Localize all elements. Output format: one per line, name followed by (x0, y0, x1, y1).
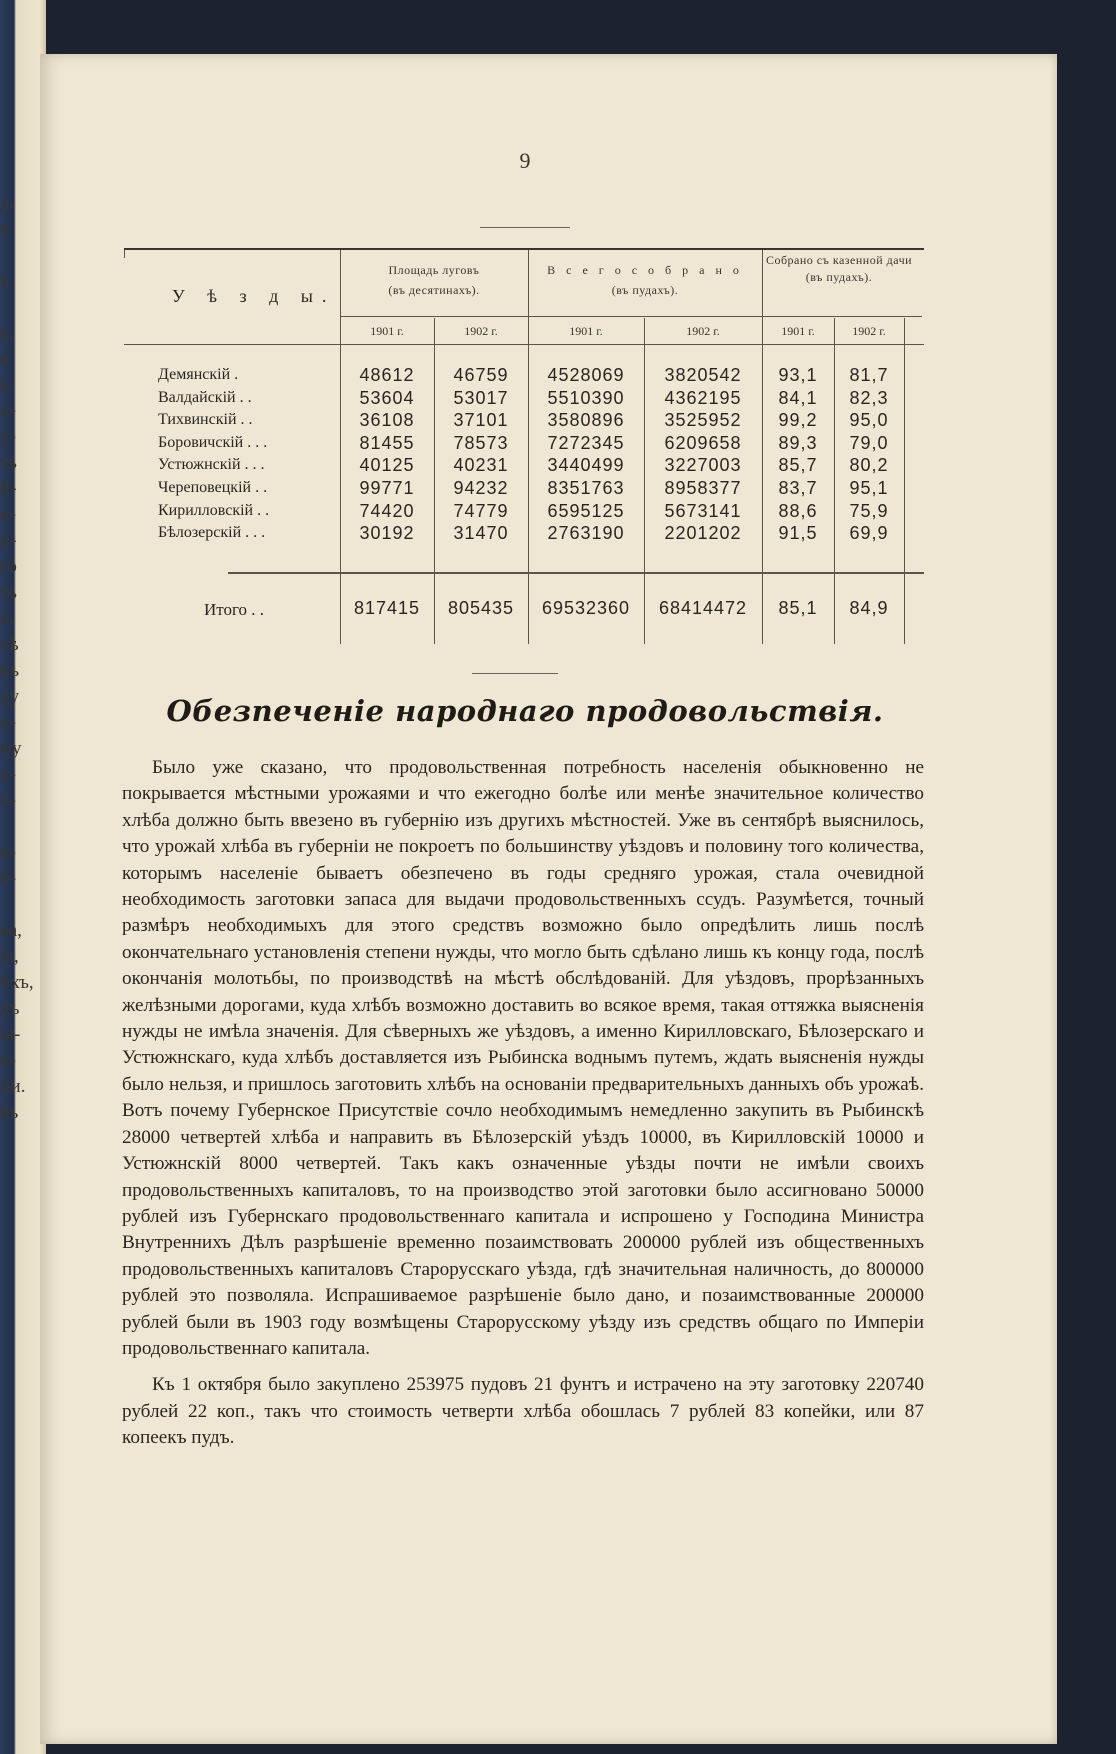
fragment-text: сѣ (0, 634, 19, 655)
fragment-text: ть (0, 582, 17, 603)
table-row-name: Валдайскій . . (158, 388, 252, 406)
table-cell: 48612 (359, 365, 415, 385)
fragment-text: ііи. (0, 1076, 26, 1097)
fragment-text: о- (0, 1050, 16, 1071)
group-subtitle: (въ десятинахъ). (388, 283, 480, 297)
table-row-name: Кирилловскій . . (158, 501, 270, 519)
table-cell: 4362195 (664, 387, 742, 408)
paragraph: Къ 1 октября было закуплено 253975 пудовъ 21 фунтъ и истрачено на эту заготовку 220740 рублей 22 коп., такъ что стоимость четверти хлѣба обошлась 7 рублей 83 копейки, или 87 копеекъ пудъ. (122, 1374, 924, 1449)
table-cell: 6209658 (664, 432, 742, 453)
table-row-name: Устюжнскій . . . (158, 456, 265, 474)
column-group-area (340, 260, 528, 300)
table-cell: 3227003 (664, 455, 742, 476)
fragment-text: о (0, 348, 10, 369)
table-row-name: Череповецкій . . (158, 479, 268, 496)
year-header: 1901 г. (569, 324, 603, 338)
table-cell: 3525952 (664, 410, 742, 431)
table-top-rule (124, 248, 924, 250)
page-number: 9 (519, 148, 531, 173)
table-cell: 3580896 (547, 410, 625, 431)
table-cell: 89,3 (778, 432, 818, 453)
fragment-text: ть (0, 452, 17, 473)
table-cell: 8351763 (547, 478, 625, 498)
fragment-text: ъ (0, 270, 10, 291)
body-text (122, 755, 924, 1452)
fragment-text: го (0, 556, 17, 577)
table-cell: 94232 (453, 478, 509, 498)
table-cell: 6595125 (547, 500, 625, 521)
total-cell: 817415 (353, 598, 421, 618)
table-cell: 88,6 (778, 500, 818, 521)
table-cell: 36108 (359, 410, 415, 431)
table-row-name: Демянскій . (158, 366, 239, 383)
table-cell: 31470 (453, 523, 509, 544)
table-row-name: Боровичскій . . . (158, 433, 268, 451)
table-cell: 2763190 (547, 523, 625, 544)
table-row-name: Тихвинскій . . (158, 411, 253, 429)
group-subtitle: (въ пудахъ). (805, 270, 873, 284)
table-cell: 85,7 (778, 455, 818, 476)
year-header: 1902 г. (852, 324, 886, 338)
table-cell: 5510390 (547, 387, 625, 408)
fragment-text: у- (0, 426, 16, 447)
fragment-text: къ (0, 660, 20, 681)
table-vline (904, 318, 905, 644)
paragraph: Было уже сказано, что продовольственная потребность населенія обыкновенно не покрывается мѣстными урожаями и что ежегодно болѣе или менѣе значительное количество хлѣба должно быть ввезено въ губернію изъ другихъ мѣстностей. Уже въ сентябрѣ выяснилось, что урожай хлѣба въ губерніи не покроетъ по большинству уѣздовъ и половину того количества, которымъ населеніе бываетъ обезпечено въ годы средняго урожая, стала очевидной необходимость заготовки запаса для выдачи продовольственныхъ ссудъ. Разумѣется, точный размѣръ необходимыхъ для этого средствъ возможно было опредѣлить лишь послѣ окончательнаго установленія степени нужды, что могло быть сдѣлано лишь къ концу года, послѣ окончанія молотьбы, по производствѣ на мѣстѣ обслѣдованій. Для уѣздовъ, прорѣзанныхъ желѣзными дорогами, куда хлѣбъ возможно доставить во всякое время, такая оттяжка выясненія нужды не имѣла значенія. Для сѣверныхъ же уѣздовъ, а именно Кирилловскаго, Бѣлозерскаго и Устюжнскаго, куда хлѣбъ доставляется изъ Рыбинска воднымъ путемъ, ждать выясненія нужды было нельзя, и пришлось заготовить хлѣбъ на основаніи предварительныхъ данныхъ объ урожаѣ. Вотъ почему Губернское Присутствіе сочло необходимымъ немедленно закупить въ Рыбинскѣ 28000 четвертей хлѣба и направить въ Бѣлозерскій уѣздъ 10000, въ Кирилловскій 10000 и Устюжнскій 8000 четвертей. Такъ какъ означенные уѣзды почти не имѣли своихъ продовольственныхъ капиталовъ, то на производство этой заготовки было ассигновано 50000 рублей изъ Губернскаго продовольственнаго капитала и испрошено у Господина Министра Внутреннихъ Дѣлъ разрѣшеніе временно позаимствовать 200000 рублей изъ общественныхъ продовольственныхъ капиталовъ Старорусскаго уѣзда, гдѣ значительная наличность, до 800000 рублей это позволяла. Испрашиваемое разрѣшеніе было дано, и позаимствованные 200000 рублей были въ 1903 году возмѣщены Старорусскому уѣзду изъ средствъ общаго по Имперіи продовольственнаго капитала. (122, 757, 924, 1359)
fragment-text: о- (0, 712, 16, 733)
table-cell: 80,2 (849, 455, 889, 476)
column-group-state (764, 252, 914, 286)
table-cell: 81,7 (849, 365, 889, 385)
table-cell: 74420 (359, 500, 415, 521)
table-cell: 46759 (453, 365, 509, 385)
fragment-text: ва, (0, 920, 22, 941)
fragment-text (0, 242, 30, 268)
fragment-text (0, 892, 30, 918)
table-cell: 84,1 (778, 387, 818, 408)
table-cell: 83,7 (778, 478, 818, 498)
fragment-text (0, 814, 30, 840)
table-cell: 75,9 (849, 500, 889, 521)
page-number-rule (480, 227, 570, 228)
table-cell: 53017 (453, 387, 509, 408)
table-header-subrule (340, 316, 922, 317)
table-cell: 78573 (453, 432, 509, 453)
year-header: 1901 г. (781, 324, 815, 338)
group-title: Площадь луговъ (388, 263, 480, 277)
group-subtitle: (въ пудахъ). (611, 283, 679, 297)
statistics-table (124, 248, 924, 644)
fragment-text (0, 294, 30, 320)
fragment-text: о- (0, 790, 16, 811)
fragment-text: ь. (0, 322, 14, 343)
table-cell: 93,1 (778, 365, 818, 385)
table-total-rule (228, 572, 924, 574)
table-cell: 81455 (359, 432, 415, 453)
total-cell: 84,9 (849, 598, 889, 618)
table-cell: 3440499 (547, 455, 625, 476)
fragment-text: д. (0, 192, 15, 213)
fragment-text: й- (0, 478, 17, 499)
section-heading: Обезпеченіе народнаго продовольствія. (166, 694, 884, 728)
document-page (40, 54, 1057, 1744)
fragment-text: ѣхъ, (0, 972, 34, 993)
table-cell: 99,2 (778, 410, 818, 431)
table-row-name: Бѣлозерскій . . . (158, 524, 266, 542)
table-cell: 74779 (453, 500, 509, 521)
table-cell: 5673141 (664, 500, 742, 521)
fragment-text: о, (0, 608, 15, 629)
table-cell: 30192 (359, 523, 415, 544)
table-cell: 79,0 (849, 432, 889, 453)
column-header-uezdy: У ѣ з д ы. (172, 286, 336, 306)
fragment-text: ія, (0, 946, 19, 967)
fragment-text: ъ (0, 218, 10, 239)
fragment-text: ду (0, 686, 20, 707)
total-cell: 85,1 (778, 598, 818, 618)
table-cell: 95,1 (849, 478, 889, 498)
fragment-text: у- (0, 764, 16, 785)
table-cell: 40125 (359, 455, 415, 476)
fragment-text: н- (0, 530, 17, 551)
group-title: Собрано съ казенной дачи (765, 253, 913, 267)
fragment-text: б- (0, 868, 16, 889)
fragment-text: дъ (0, 998, 20, 1019)
table-cell: 7272345 (547, 432, 625, 453)
column-group-total (528, 260, 762, 300)
fragment-text: му (0, 738, 22, 759)
fragment-text: въ (0, 1102, 19, 1123)
table-cell: 4528069 (547, 365, 625, 385)
total-cell: 69532360 (541, 598, 631, 618)
year-header: 1902 г. (464, 324, 498, 338)
table-cell: 95,0 (849, 410, 889, 431)
table-cell: 99771 (359, 478, 415, 498)
table-cell: 91,5 (778, 523, 818, 544)
section-separator (472, 673, 558, 674)
total-cell: 805435 (447, 598, 515, 618)
fragment-text: ь. (0, 374, 14, 395)
fragment-text: о- (0, 400, 16, 421)
table-cell: 8958377 (664, 478, 742, 498)
table-cell: 53604 (359, 387, 415, 408)
group-title: В с е г о с о б р а н о (547, 263, 743, 277)
year-header: 1902 г. (686, 324, 720, 338)
table-cell: 69,9 (849, 523, 889, 544)
total-label: Итого . . (204, 600, 265, 619)
total-cell: 68414472 (658, 598, 748, 618)
table-header-rule (124, 344, 924, 345)
table-cell: 3820542 (664, 365, 742, 385)
table-left-edge (124, 250, 125, 258)
table-cell: 82,3 (849, 387, 889, 408)
table-cell: 40231 (453, 455, 509, 476)
table-cell: 37101 (453, 410, 509, 431)
fragment-text: о- (0, 504, 16, 525)
fragment-text: ія- (0, 1024, 21, 1045)
table-cell: 2201202 (664, 523, 742, 544)
fragment-text: о- (0, 842, 16, 863)
year-header: 1901 г. (370, 324, 404, 338)
left-page-fragments (0, 190, 34, 1126)
